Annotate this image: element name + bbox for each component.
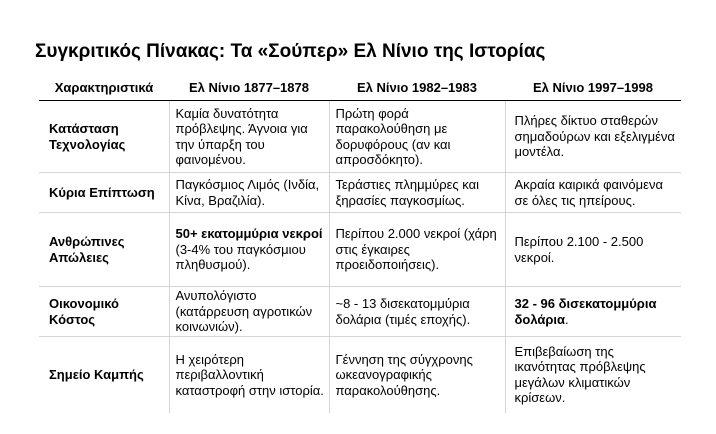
comparison-table <box>39 75 681 413</box>
table-row <box>39 173 681 213</box>
table-row <box>39 287 681 337</box>
table-row <box>39 337 681 413</box>
column-header: Ελ Νίνιο 1982–1983 <box>329 75 505 101</box>
cell-text: (3-4% του παγκόσμιου πληθυσμού). <box>175 241 306 273</box>
table-cell: Παγκόσμιος Λιμός (Ινδία, Κίνα, Βραζιλία). <box>169 173 329 213</box>
table-cell: Γέννηση της σύγχρονης ωκεανογραφικής παρακολούθησης. <box>329 337 505 413</box>
table-cell: Πλήρες δίκτυο σταθερών σημαδούρων και εξελιγμένα μοντέλα. <box>505 101 681 173</box>
table-cell: Καμία δυνατότητα πρόβλεψης. Άγνοια για την ύπαρξη του φαινομένου. <box>169 101 329 173</box>
table-cell: Επιβεβαίωση της ικανότητας πρόβλεψης μεγάλων κλιματικών κρίσεων. <box>505 337 681 413</box>
column-header: Χαρακτηριστικά <box>39 75 169 101</box>
table-header-row <box>39 75 681 101</box>
table-cell <box>169 213 329 287</box>
column-header: Ελ Νίνιο 1877–1878 <box>169 75 329 101</box>
cell-text: . <box>565 311 569 327</box>
table-cell: Η χειρότερη περιβαλλοντική καταστροφή στην ιστορία. <box>169 337 329 413</box>
row-label: Ανθρώπινες Απώλειες <box>39 213 169 287</box>
column-header: Ελ Νίνιο 1997–1998 <box>505 75 681 101</box>
table-cell: Ακραία καιρικά φαινόμενα σε όλες τις ηπείρους. <box>505 173 681 213</box>
row-label: Οικονομικό Κόστος <box>39 287 169 337</box>
highlighted-value: 32 - 96 δισεκατομμύρια δολάρια <box>514 296 657 327</box>
table-cell: ~8 - 13 δισεκατομμύρια δολάρια (τιμές εποχής). <box>329 287 505 337</box>
table-cell: Ανυπολόγιστο (κατάρρευση αγροτικών κοινωνιών). <box>169 287 329 337</box>
table-cell: Πρώτη φορά παρακολούθηση με δορυφόρους (αν και απροσδόκητο). <box>329 101 505 173</box>
table-cell: Περίπου 2.000 νεκροί (χάρη στις έγκαιρες προειδοποιήσεις). <box>329 213 505 287</box>
row-label: Κατάσταση Τεχνολογίας <box>49 121 126 152</box>
table-cell <box>505 287 681 337</box>
table-row <box>39 101 681 173</box>
page-title: Συγκριτικός Πίνακας: Τα «Σούπερ» Ελ Νίνιο της Ιστορίας <box>35 41 546 62</box>
table-cell: Περίπου 2.100 - 2.500 νεκροί. <box>505 213 681 287</box>
row-label: Σημείο Καμπής <box>39 337 169 413</box>
highlighted-value: 50+ εκατομμύρια νεκροί <box>175 226 323 242</box>
row-label: Κύρια Επίπτωση <box>39 173 169 213</box>
table-row <box>39 213 681 287</box>
table-cell: Τεράστιες πλημμύρες και ξηρασίες παγκοσμίως. <box>329 173 505 213</box>
